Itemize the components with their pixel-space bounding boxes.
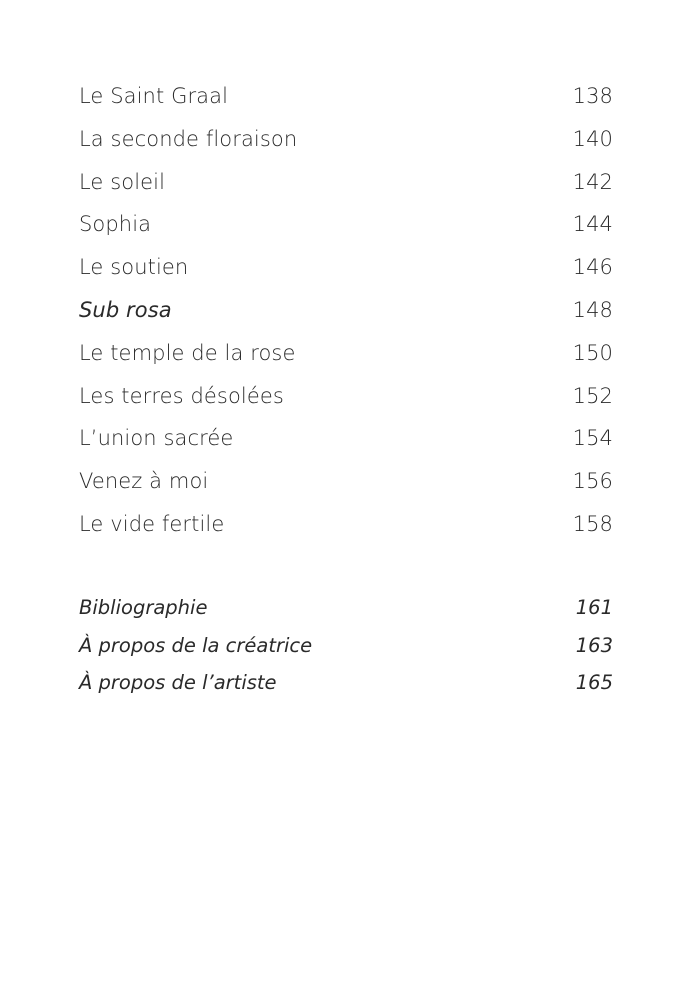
toc-entry xyxy=(79,161,613,204)
toc-entry-title: Les terres désolées xyxy=(79,383,284,408)
toc-entry xyxy=(79,503,613,546)
toc-entry-title: La seconde floraison xyxy=(79,126,298,151)
toc-entry xyxy=(79,203,613,246)
toc-entry-title: À propos de l’artiste xyxy=(79,671,277,694)
toc-entry-title: Le Saint Graal xyxy=(79,84,229,108)
toc-entry-title: À propos de la créatrice xyxy=(79,633,313,657)
toc-entry xyxy=(79,417,613,460)
toc-entry-title: Le vide fertile xyxy=(79,511,225,536)
toc-entry-page: 144 xyxy=(572,212,613,237)
toc-entry-title: L’union sacrée xyxy=(79,426,234,451)
toc-entry-page: 146 xyxy=(572,255,613,280)
toc-main-list xyxy=(79,75,613,546)
toc-entry-title: Sophia xyxy=(79,212,152,237)
toc-entry-title: Le soutien xyxy=(79,255,189,280)
toc-entry xyxy=(79,460,613,503)
toc-appendix-list xyxy=(79,589,613,702)
toc-entry-title: Sub rosa xyxy=(79,297,172,322)
toc-entry-title: Le soleil xyxy=(79,169,166,194)
toc-entry-page: 156 xyxy=(572,469,613,494)
toc-entry-page: 152 xyxy=(572,383,613,408)
toc-entry-page: 163 xyxy=(575,633,613,657)
toc-entry-title: Bibliographie xyxy=(79,596,208,619)
toc-entry-page: 140 xyxy=(572,126,613,151)
toc-appendix-entry xyxy=(79,664,613,702)
toc-entry-page: 165 xyxy=(575,671,613,694)
toc-entry-page: 142 xyxy=(572,169,613,194)
toc-entry-page: 161 xyxy=(575,596,613,619)
toc-entry-title: Le temple de la rose xyxy=(79,340,296,365)
toc-appendix-entry xyxy=(79,589,613,627)
toc-entry-page: 138 xyxy=(572,84,613,108)
toc-entry xyxy=(79,75,613,118)
toc-entry-title: Venez à moi xyxy=(79,469,209,494)
toc-entry xyxy=(79,375,613,418)
toc-entry xyxy=(79,246,613,289)
toc-entry xyxy=(79,289,613,332)
toc-entry-page: 154 xyxy=(572,426,613,451)
toc-entry-page: 150 xyxy=(572,340,613,365)
toc-entry xyxy=(79,118,613,161)
toc-entry-page: 148 xyxy=(572,297,613,322)
toc-entry xyxy=(79,332,613,375)
toc-entry-page: 158 xyxy=(572,511,613,536)
toc-appendix-entry xyxy=(79,627,613,665)
